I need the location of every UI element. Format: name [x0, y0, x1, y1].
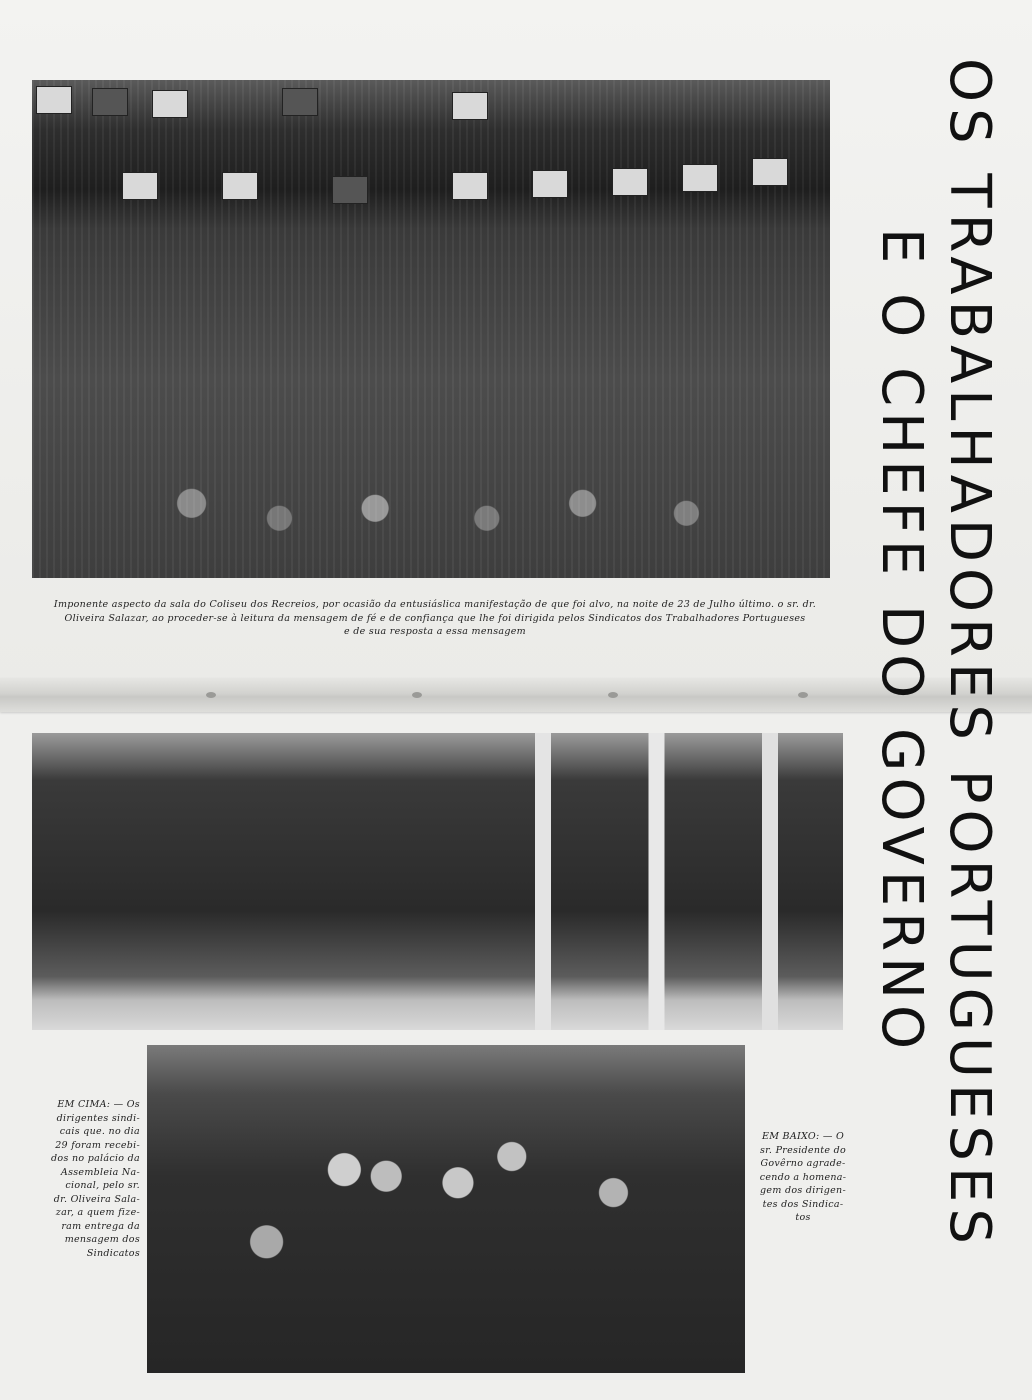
flag-icon	[452, 92, 488, 120]
caption-line: e de sua resposta a essa mensagem	[344, 626, 526, 637]
flag-icon	[332, 176, 368, 204]
flag-icon	[452, 172, 488, 200]
vertical-headline	[853, 58, 1003, 1338]
flag-icon	[532, 170, 568, 198]
caption-line: dirigentes sindi-	[56, 1112, 140, 1124]
caption-line: Govêrno agrade-	[760, 1158, 846, 1169]
caption-line: tes dos Sindica-	[762, 1198, 844, 1210]
assembleia-steps-photo	[32, 733, 843, 1030]
flag-icon	[222, 172, 258, 200]
caption-line: Sindicatos	[86, 1247, 140, 1259]
caption-line: cional, pelo sr.	[65, 1180, 140, 1191]
caption-line: 29 foram recebi-	[55, 1139, 140, 1151]
left-photo-caption	[30, 1098, 140, 1260]
caption-line: mensagem dos	[64, 1234, 140, 1245]
headline-line-2: E O CHEFE DO GOVERNO	[869, 228, 934, 1056]
flag-icon	[682, 164, 718, 192]
caption-line: ram entrega da	[61, 1220, 140, 1232]
staple-icon	[206, 692, 216, 698]
salazar-greeting-photo	[147, 1045, 745, 1373]
caption-line: dos no palácio da	[51, 1153, 140, 1164]
flag-icon	[752, 158, 788, 186]
caption-line: zar, a quem fize-	[55, 1207, 140, 1218]
flag-icon	[122, 172, 158, 200]
flag-icon	[152, 90, 188, 118]
caption-line: tos	[795, 1212, 811, 1223]
caption-line: Oliveira Salazar, ao proceder-se à leitura da mensagem de fé e de confiança que lhe foi dirigida pelos Sindicatos dos Trabalhadores Portugueses	[64, 612, 806, 624]
right-photo-caption	[757, 1130, 849, 1225]
caption-line: Assembleia Na-	[60, 1166, 140, 1178]
headline-line-1: OS TRABALHADORES PORTUGUESES	[937, 58, 1002, 1250]
caption-line: cendo a homena-	[759, 1171, 847, 1183]
coliseu-crowd-photo	[32, 80, 830, 578]
caption-line: cais que. no dia	[59, 1126, 140, 1137]
staple-icon	[412, 692, 422, 698]
main-photo-caption	[40, 598, 830, 639]
staple-icon	[608, 692, 618, 698]
caption-line: EM CIMA: — Os	[57, 1099, 140, 1110]
caption-line: dr. Oliveira Sala-	[53, 1193, 140, 1205]
flag-icon	[612, 168, 648, 196]
flag-icon	[36, 86, 72, 114]
caption-line: EM BAIXO: — O	[761, 1131, 845, 1142]
caption-line: sr. Presidente do	[759, 1144, 847, 1156]
flag-icon	[92, 88, 128, 116]
caption-line: gem dos dirigen-	[760, 1185, 846, 1196]
caption-line: Imponente aspecto da sala do Coliseu dos Recreios, por ocasião da entusiáslica manifestação de que foi alvo, na noite de 23 de Julho último. o sr. dr.	[53, 599, 817, 610]
staple-icon	[798, 692, 808, 698]
flag-icon	[282, 88, 318, 116]
